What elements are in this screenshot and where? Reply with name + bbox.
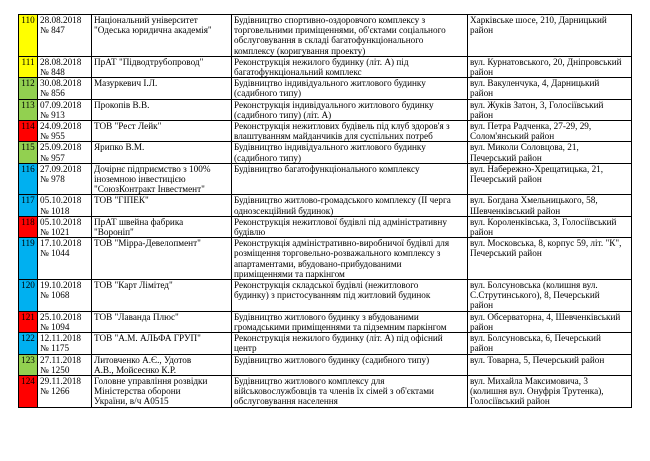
description-line: Реконструкція адміністративно-виробничої будівлі для <box>234 238 450 249</box>
address-line: вул. Курнатовського, 20, Дніпровський <box>470 56 622 67</box>
organization-line: ПрАТ "Підводтрубопровод" <box>94 56 204 67</box>
date-text: 12.11.2018 <box>40 333 82 344</box>
description-line: (садибного типу) <box>234 152 302 163</box>
address-line: вул. Жуків Затон, 3, Голосіївський <box>470 99 604 110</box>
organization-line: ТОВ "ГІПЕК" <box>94 195 149 206</box>
organization-cell <box>92 354 232 375</box>
organization-cell <box>92 15 232 57</box>
description-line: приміщеннями та паркінгом <box>234 268 345 279</box>
address-line: район <box>470 25 494 36</box>
date-registration-cell <box>38 163 92 195</box>
address-line: Харківське шосе, 210, Дарницький <box>470 15 607 25</box>
registration-number: № 913 <box>40 109 65 120</box>
row-number-cell: 112 <box>19 78 38 99</box>
description-cell <box>232 238 468 280</box>
organization-cell <box>92 375 232 407</box>
address-line: Печерський район <box>470 174 542 185</box>
registration-number: № 1044 <box>40 248 70 259</box>
address-line: (колишня вул. Онуфрія Трутенка), <box>470 386 604 397</box>
registration-number: № 1250 <box>40 364 70 375</box>
date-registration-cell <box>38 99 92 120</box>
organization-cell <box>92 333 232 354</box>
address-line: вул. Миколи Соловцова, 21, <box>470 142 579 153</box>
address-cell <box>468 238 632 280</box>
address-cell <box>468 375 632 407</box>
description-line: Будівництво житлового комплексу для <box>234 375 385 386</box>
row-number-cell: 115 <box>19 142 38 163</box>
address-cell <box>468 78 632 99</box>
description-line: багатофункціональний комплекс <box>234 67 362 78</box>
address-cell <box>468 311 632 332</box>
row-number-cell: 113 <box>19 99 38 120</box>
table-row <box>19 333 632 354</box>
date-registration-cell <box>38 333 92 354</box>
address-cell <box>468 15 632 57</box>
organization-line: Головне управління розвідки <box>94 375 208 386</box>
organization-cell <box>92 216 232 237</box>
description-cell <box>232 121 468 142</box>
description-line: Реконструкція складської будівлі (нежитлового <box>234 280 419 291</box>
date-registration-cell <box>38 142 92 163</box>
organization-line: Прокопів В.В. <box>94 99 150 110</box>
description-line: Реконструкція нежитлової будівлі під адміністративну <box>234 216 447 227</box>
description-cell <box>232 280 468 312</box>
row-number-cell: 122 <box>19 333 38 354</box>
address-line: район <box>470 109 494 120</box>
table-row <box>19 78 632 99</box>
address-cell <box>468 354 632 375</box>
date-registration-cell <box>38 354 92 375</box>
description-line: (садибного типу) (літ. А) <box>234 109 332 120</box>
table-row <box>19 238 632 280</box>
address-cell <box>468 56 632 77</box>
row-number-cell: 114 <box>19 121 38 142</box>
address-cell <box>468 216 632 237</box>
description-cell <box>232 15 468 57</box>
description-line: Реконструкція нежилого будинку (літ. А) під <box>234 56 409 67</box>
table-row <box>19 163 632 195</box>
registration-number: № 1175 <box>40 343 70 354</box>
date-text: 05.10.2018 <box>40 216 82 227</box>
registration-number: № 1266 <box>40 386 70 397</box>
description-line: Будівництво спортивно-оздоровчого комплексу з <box>234 15 426 25</box>
address-line: С.Струтинського), 8, Печерський <box>470 290 600 301</box>
organization-cell <box>92 311 232 332</box>
date-registration-cell <box>38 121 92 142</box>
address-line: район <box>470 321 494 332</box>
organization-line: Дочірнє підприємство з 100% <box>94 163 211 174</box>
address-line: вул. Товарна, 5, Печерський район <box>470 354 605 365</box>
address-line: Печерський район <box>470 248 542 259</box>
address-line: вул. Петра Радченка, 27-29, 29, <box>470 121 592 132</box>
address-line: вул. Короленківська, 3, Голосіївський <box>470 216 617 227</box>
table-row <box>19 99 632 120</box>
organization-cell <box>92 56 232 77</box>
registration-number: № 847 <box>40 25 65 36</box>
row-number-cell: 121 <box>19 311 38 332</box>
address-cell <box>468 99 632 120</box>
row-number-cell: 111 <box>19 56 38 77</box>
date-text: 19.10.2018 <box>40 280 82 291</box>
address-line: Печерський район <box>470 152 542 163</box>
description-line: апартаментами, вбудовано-прибудованими <box>234 258 402 269</box>
registration-number: № 1094 <box>40 321 70 332</box>
description-line: обслуговування в складі багатофункціонального <box>234 35 424 46</box>
address-line: вул. Болсуновська, 6, Печерський <box>470 333 601 344</box>
address-cell <box>468 121 632 142</box>
address-line: вул. Вакуленчука, 4, Дарницький <box>470 78 600 89</box>
address-line: вул. Михайла Максимовича, 3 <box>470 375 588 386</box>
address-cell <box>468 195 632 216</box>
address-cell <box>468 280 632 312</box>
organization-cell <box>92 142 232 163</box>
organization-line: ТОВ "А.М. АЛЬФА ГРУП" <box>94 333 201 344</box>
address-line: вул. Обсерваторна, 4, Шевченківський <box>470 311 621 322</box>
address-line: район <box>470 67 494 78</box>
description-cell <box>232 163 468 195</box>
description-line: будинку) з пристосуванням під житловий будинок <box>234 290 431 301</box>
table-row <box>19 56 632 77</box>
description-line: Будівництво житлово-громадського комплексу (ІІ черга <box>234 195 451 206</box>
registration-number: № 1018 <box>40 205 70 216</box>
organization-line: "СоюзКонтракт Інвестмент" <box>94 184 205 195</box>
description-line: Реконструкція нежилого будинку (літ. А) під офісний <box>234 333 443 344</box>
address-line: район <box>470 88 494 99</box>
date-text: 27.09.2018 <box>40 163 82 174</box>
address-line: вул. Набережно-Хрещатицька, 21, <box>470 163 604 174</box>
address-cell <box>468 142 632 163</box>
row-number-cell: 116 <box>19 163 38 195</box>
description-line: (садибного типу) <box>234 88 302 99</box>
table-row <box>19 311 632 332</box>
address-line: Голосіївський район <box>470 396 550 407</box>
date-text: 30.08.2018 <box>40 78 82 89</box>
description-cell <box>232 56 468 77</box>
organization-line: А.В., Мойсеєнко К.Р. <box>94 364 177 375</box>
description-line: розміщення торговельно-розважального комплексу з <box>234 248 441 259</box>
organization-cell <box>92 195 232 216</box>
table-row <box>19 15 632 57</box>
organization-line: "Одеська юридична академія" <box>94 25 212 36</box>
address-line: район <box>470 300 494 311</box>
registration-number: № 856 <box>40 88 65 99</box>
table-row <box>19 280 632 312</box>
description-line: обслуговування населення <box>234 396 338 407</box>
date-registration-cell <box>38 195 92 216</box>
address-line: район <box>470 343 494 354</box>
description-cell <box>232 216 468 237</box>
description-line: однозсекційний будинок) <box>234 205 334 216</box>
date-registration-cell <box>38 238 92 280</box>
organization-cell <box>92 280 232 312</box>
description-line: влаштуванням майданчиків для суспільних потреб <box>234 131 433 142</box>
registration-number: № 1068 <box>40 290 70 301</box>
date-text: 25.10.2018 <box>40 311 82 322</box>
row-number-cell: 119 <box>19 238 38 280</box>
row-number-cell: 110 <box>19 15 38 57</box>
address-line: вул. Богдана Хмельницького, 58, <box>470 195 598 206</box>
organization-line: України, в/ч А0515 <box>94 396 169 407</box>
date-text: 24.09.2018 <box>40 121 82 132</box>
date-registration-cell <box>38 78 92 99</box>
description-cell <box>232 333 468 354</box>
organization-cell <box>92 121 232 142</box>
description-line: громадськими приміщеннями та підземним паркінгом <box>234 321 447 332</box>
description-line: Реконструкція індивідуального житлового будинку <box>234 99 434 110</box>
table-row <box>19 121 632 142</box>
description-line: Будівництво індивідуального житлового будинку <box>234 142 426 153</box>
description-cell <box>232 99 468 120</box>
description-cell <box>232 195 468 216</box>
description-cell <box>232 78 468 99</box>
address-line: Солом'янський район <box>470 131 555 142</box>
table-row <box>19 195 632 216</box>
organization-line: Міністерства оборони <box>94 386 181 397</box>
description-cell <box>232 142 468 163</box>
organization-line: Ярипко В.М. <box>94 142 145 153</box>
date-registration-cell <box>38 375 92 407</box>
organization-line: ТОВ "Карт Лімітед" <box>94 280 173 291</box>
row-number-cell: 124 <box>19 375 38 407</box>
description-line: комплексу (коригування проекту) <box>234 45 366 56</box>
address-cell <box>468 333 632 354</box>
organization-cell <box>92 163 232 195</box>
table-row <box>19 142 632 163</box>
address-line: район <box>470 227 494 238</box>
date-registration-cell <box>38 216 92 237</box>
table-row <box>19 375 632 407</box>
date-registration-cell <box>38 311 92 332</box>
date-text: 17.10.2018 <box>40 238 82 249</box>
date-text: 25.09.2018 <box>40 142 82 153</box>
date-registration-cell <box>38 280 92 312</box>
address-line: вул. Болсуновська (колишня вул. <box>470 280 598 291</box>
registration-number: № 957 <box>40 152 65 163</box>
permits-table <box>18 14 632 408</box>
row-number-cell: 123 <box>19 354 38 375</box>
description-line: Будівництво житлового будинку з вбудованими <box>234 311 419 322</box>
row-number-cell: 118 <box>19 216 38 237</box>
organization-cell <box>92 238 232 280</box>
address-line: вул. Московська, 8, корпус 59, літ. "К", <box>470 238 622 249</box>
organization-line: "Вороніп" <box>94 227 134 238</box>
organization-line: іноземною інвестицією <box>94 174 186 185</box>
organization-cell <box>92 99 232 120</box>
table-row <box>19 354 632 375</box>
address-line: Шевченківський район <box>470 205 561 216</box>
organization-line: ТОВ "Лаванда Плюс" <box>94 311 179 322</box>
row-number-cell: 120 <box>19 280 38 312</box>
description-cell <box>232 311 468 332</box>
date-text: 05.10.2018 <box>40 195 82 206</box>
description-line: центр <box>234 343 257 354</box>
row-number-cell: 117 <box>19 195 38 216</box>
registration-number: № 955 <box>40 131 65 142</box>
date-text: 07.09.2018 <box>40 99 82 110</box>
date-registration-cell <box>38 56 92 77</box>
organization-line: Мазуркевич І.Л. <box>94 78 158 89</box>
description-line: військовослужбовців та членів їх сімей з об'єктами <box>234 386 434 397</box>
description-cell <box>232 375 468 407</box>
description-line: Будівництво житлового будинку (садибного типу) <box>234 354 430 365</box>
date-text: 27.11.2018 <box>40 354 82 365</box>
description-line: торговельними приміщеннями, об'єктами соціального <box>234 25 446 36</box>
description-line: Будівництво індивідуального житлового будинку <box>234 78 426 89</box>
organization-line: Литовченко А.Є., Удотов <box>94 354 192 365</box>
organization-line: ТОВ "Рест Лейк" <box>94 121 162 132</box>
organization-line: Національний університет <box>94 15 198 25</box>
date-text: 28.08.2018 <box>40 15 82 25</box>
registration-number: № 978 <box>40 174 65 185</box>
table-row <box>19 216 632 237</box>
registration-number: № 848 <box>40 67 65 78</box>
description-line: Будівництво багатофункціонального комплексу <box>234 163 420 174</box>
organization-cell <box>92 78 232 99</box>
organization-line: ТОВ "Мірра-Девелопмент" <box>94 238 201 249</box>
date-text: 28.08.2018 <box>40 56 82 67</box>
permits-table-body <box>19 15 632 408</box>
description-cell <box>232 354 468 375</box>
description-line: будівлю <box>234 227 266 238</box>
date-text: 29.11.2018 <box>40 375 82 386</box>
date-registration-cell <box>38 15 92 57</box>
organization-line: ПрАТ швейна фабрика <box>94 216 184 227</box>
registration-number: № 1021 <box>40 227 70 238</box>
description-line: Реконструкція нежитлових будівель під клуб здоров'я з <box>234 121 450 132</box>
address-cell <box>468 163 632 195</box>
